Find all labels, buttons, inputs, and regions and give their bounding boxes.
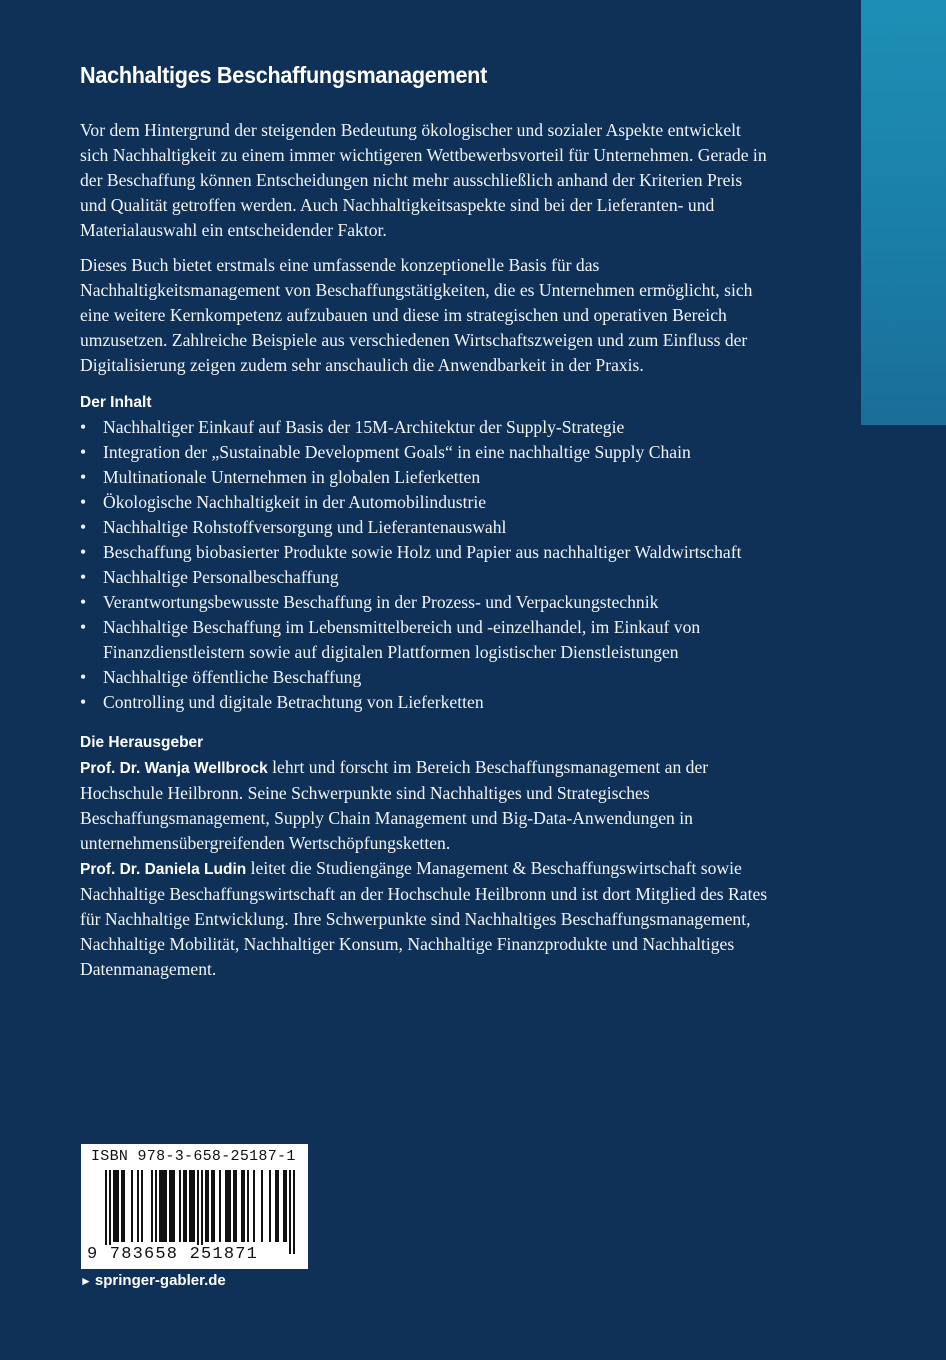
barcode-bar	[185, 1170, 187, 1242]
editor-name: Prof. Dr. Wanja Wellbrock	[80, 760, 268, 777]
barcode-bar	[161, 1170, 163, 1242]
barcode-bar	[155, 1170, 157, 1242]
barcode-bar	[269, 1170, 271, 1242]
barcode-bar	[205, 1170, 207, 1242]
isbn-barcode	[81, 1144, 308, 1269]
intro-paragraph-1: Vor dem Hintergrund der steigenden Bedeutung ökologischer und sozialer Aspekte entwickelt sich Nachhaltigkeit zu einem immer wichtigeren Wettbewerbsvorteil für Unternehmen. Gerade in der Beschaffung können Entscheidungen nicht mehr ausschließlich anhand der Kriterien Preis und Qualität getroffen werden. Auch Nachhaltigkeitsaspekte sind bei der Lieferanten- und Materialauswahl ein entscheidender Faktor.	[80, 120, 767, 240]
editor-name: Prof. Dr. Daniela Ludin	[80, 861, 247, 878]
barcode-bar	[173, 1170, 175, 1242]
barcode-bar	[235, 1170, 237, 1242]
editor-bio-wellbrock	[80, 755, 770, 856]
barcode-bar	[213, 1170, 215, 1242]
list-item: • Nachhaltige Personalbeschaffung	[80, 565, 770, 590]
editors-heading: Die Herausgeber	[80, 734, 204, 751]
barcode-bar	[285, 1170, 287, 1242]
barcode-bar	[137, 1170, 139, 1242]
barcode-bar	[131, 1170, 133, 1242]
barcode-bar	[193, 1170, 195, 1242]
arrow-icon: ►	[80, 1274, 92, 1288]
editor-bio-ludin	[80, 856, 770, 982]
barcode-bar	[241, 1170, 243, 1242]
barcode-bar	[183, 1170, 185, 1242]
barcode-bar	[123, 1170, 125, 1242]
list-item: • Ökologische Nachhaltigkeit in der Automobilindustrie	[80, 490, 770, 515]
intro-paragraph-2: Dieses Buch bietet erstmals eine umfassende konzeptionelle Basis für das Nachhaltigkeitsmanagement von Beschaffungstätigkeiten, die es Unternehmen ermöglicht, sich eine weitere Kernkompetenz aufzubauen und diese im strategischen und operativen Bereich umzusetzen. Zahlreiche Beispiele aus verschiedenen Wirtschaftszweigen und zum Einfluss der Digitalisierung zeigen zudem sehr anschaulich die Anwendbarkeit in der Praxis.	[80, 255, 753, 375]
list-item: • Multinationale Unternehmen in globalen Lieferketten	[80, 465, 770, 490]
list-item: • Beschaffung biobasierter Produkte sowie Holz und Papier aus nachhaltiger Waldwirtschaft	[80, 540, 770, 565]
barcode-bar	[121, 1170, 123, 1242]
ean-digits: 9 783658 251871	[87, 1245, 259, 1264]
barcode-bar	[189, 1170, 191, 1242]
barcode-bar	[117, 1170, 119, 1242]
barcode-bar	[289, 1170, 291, 1254]
barcode-bar	[105, 1170, 107, 1254]
list-item: • Nachhaltiger Einkauf auf Basis der 15M-Architektur der Supply-Strategie	[80, 415, 770, 440]
editor-bio-text: leitet die Studiengänge Management & Beschaffungswirtschaft sowie Nachhaltige Beschaffungswirtschaft an der Hochschule Heilbronn und ist dort Mitglied des Rates für Nachhaltige Entwicklung. Ihre Schwerpunkte sind Nachhaltiges Beschaffungsmanagement, Nachhaltige Mobilität, Nachhaltiger Konsum, Nachhaltige Finanzprodukte und Nachhaltiges Datenmanagement.	[80, 858, 768, 979]
publisher-link[interactable]	[80, 1272, 226, 1289]
barcode-bar	[197, 1170, 199, 1254]
barcode-bar	[219, 1170, 221, 1242]
barcode-bars	[87, 1170, 302, 1256]
barcode-bar	[109, 1170, 111, 1254]
barcode-bar	[243, 1170, 245, 1242]
publisher-url: springer-gabler.de	[94, 1272, 226, 1289]
list-item: • Nachhaltige Beschaffung im Lebensmittelbereich und -einzelhandel, im Einkauf von Finanzdienstleistern sowie auf digitalen Plattformen logistischer Dienstleistungen	[80, 615, 770, 665]
barcode-bar	[283, 1170, 285, 1242]
book-title: Nachhaltiges Beschaffungsmanagement	[80, 62, 488, 88]
barcode-bar	[227, 1170, 229, 1242]
barcode-bar	[207, 1170, 209, 1242]
accent-bar	[861, 0, 946, 425]
list-item: • Verantwortungsbewusste Beschaffung in der Prozess- und Verpackungstechnik	[80, 590, 770, 615]
isbn-label: ISBN 978-3-658-25187-1	[91, 1148, 296, 1165]
barcode-bar	[113, 1170, 115, 1242]
barcode-bar	[151, 1170, 153, 1242]
barcode-bar	[165, 1170, 167, 1242]
list-item: • Integration der „Sustainable Development Goals“ in eine nachhaltige Supply Chain	[80, 440, 770, 465]
editor-bio-text: lehrt und forscht im Bereich Beschaffungsmanagement an der Hochschule Heilbronn. Seine Schwerpunkte sind Nachhaltiges und Strategisches Beschaffungsmanagement, Supply Chain Management und Big-Data-Anwendungen in unternehmensübergreifenden Wertschöpfungsketten.	[80, 757, 709, 853]
barcode-bar	[179, 1170, 181, 1242]
barcode-bar	[159, 1170, 161, 1242]
contents-list	[80, 415, 770, 715]
barcode-bar	[247, 1170, 249, 1242]
barcode-bar	[141, 1170, 143, 1242]
list-item: • Controlling und digitale Betrachtung von Lieferketten	[80, 690, 770, 715]
barcode-bar	[211, 1170, 213, 1242]
barcode-bar	[253, 1170, 255, 1242]
barcode-bar	[261, 1170, 263, 1242]
barcode-bar	[169, 1170, 171, 1242]
barcode-bar	[277, 1170, 279, 1242]
back-cover-text	[80, 118, 770, 982]
barcode-bar	[233, 1170, 235, 1242]
barcode-bar	[275, 1170, 277, 1242]
barcode-bar	[229, 1170, 231, 1242]
barcode-bar	[115, 1170, 117, 1242]
barcode-bar	[191, 1170, 193, 1242]
barcode-bar	[163, 1170, 165, 1242]
barcode-bar	[293, 1170, 295, 1254]
barcode-bar	[171, 1170, 173, 1242]
contents-heading: Der Inhalt	[80, 394, 152, 411]
list-item: • Nachhaltige öffentliche Beschaffung	[80, 665, 770, 690]
list-item: • Nachhaltige Rohstoffversorgung und Lieferantenauswahl	[80, 515, 770, 540]
barcode-bar	[225, 1170, 227, 1242]
barcode-bar	[201, 1170, 203, 1254]
